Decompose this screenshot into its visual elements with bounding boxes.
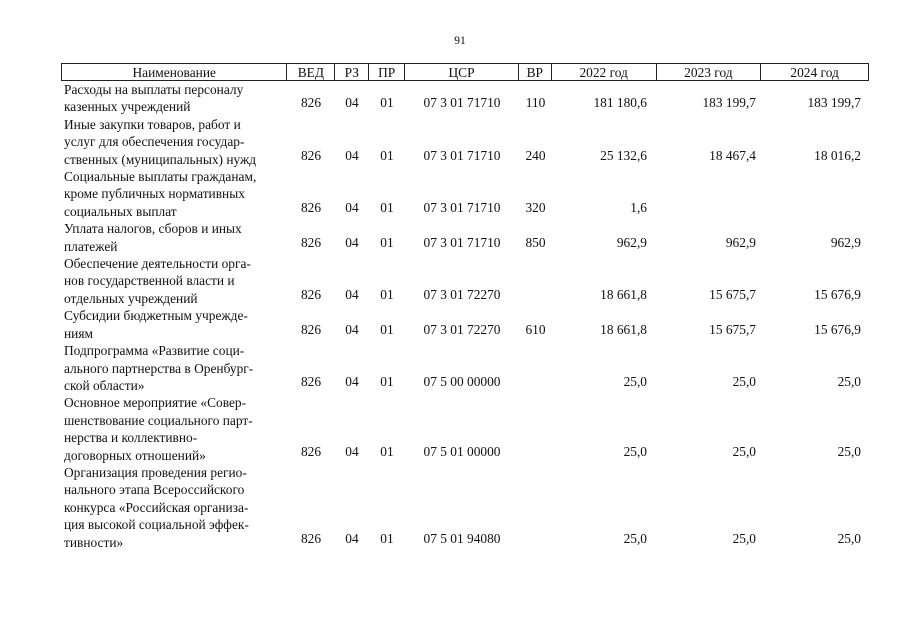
row-2023: 18 467,4: [709, 147, 756, 163]
row-rz: 04: [345, 530, 359, 546]
header-2023: 2023 год: [657, 64, 762, 80]
row-name: Обеспечение деятельности орга- нов государственной власти и отдельных учреждений: [64, 256, 251, 306]
row-vr: 610: [525, 321, 546, 337]
table-row: [61, 255, 869, 307]
row-name: Иные закупки товаров, работ и услуг для обеспечения государ- ственных (муниципальных) нужд: [64, 116, 257, 167]
row-2023: [657, 216, 762, 220]
row-ved: 826: [300, 530, 322, 546]
row-csr: 07 3 01 71710: [423, 95, 501, 111]
row-2022: 181 180,6: [593, 95, 647, 111]
row-csr: 07 3 01 71710: [423, 199, 501, 215]
row-vr: 320: [525, 199, 546, 215]
row-ved: 826: [300, 147, 322, 163]
row-2024: 25,0: [837, 443, 861, 459]
row-2022: 25,0: [623, 373, 647, 389]
row-2022: 962,9: [616, 234, 647, 250]
table-row: [61, 394, 869, 464]
row-ved: 826: [300, 373, 322, 389]
row-2023: 183 199,7: [702, 95, 756, 111]
row-rz: 04: [345, 443, 359, 459]
header-2022: 2022 год: [552, 64, 657, 80]
row-2024: 15 676,9: [814, 321, 861, 337]
table-row: [61, 81, 869, 116]
table-body: [61, 81, 869, 551]
row-name: Организация проведения регио- нального этапа Всероссийского конкурса «Российская организа- ция высокой социальной эффек- тивности»: [64, 464, 249, 550]
row-vr: [519, 390, 552, 394]
row-pr: 01: [380, 286, 394, 302]
row-name: Подпрограмма «Развитие соци- ального партнерства в Оренбург- ской области»: [64, 343, 254, 393]
row-2024: 962,9: [830, 234, 861, 250]
row-2023: 25,0: [732, 373, 756, 389]
row-vr: 110: [525, 95, 546, 111]
row-2024: 25,0: [837, 373, 861, 389]
row-name: Уплата налогов, сборов и иных платежей: [64, 221, 242, 254]
row-2024: 15 676,9: [814, 286, 861, 302]
row-ved: 826: [300, 321, 322, 337]
row-rz: 04: [345, 286, 359, 302]
table-row: [61, 464, 869, 551]
row-ved: 826: [300, 286, 322, 302]
header-name: Наименование: [62, 64, 287, 80]
header-vr: ВР: [519, 64, 552, 80]
row-2022: 18 661,8: [600, 321, 647, 337]
row-csr: 07 3 01 72270: [423, 286, 501, 302]
row-name: Социальные выплаты гражданам, кроме публичных нормативных социальных выплат: [64, 169, 257, 219]
row-pr: 01: [380, 373, 394, 389]
row-vr: 240: [525, 147, 546, 163]
row-2023: 15 675,7: [709, 286, 756, 302]
row-name: Субсидии бюджетным учрежде- ниям: [64, 308, 248, 341]
row-csr: 07 3 01 71710: [423, 147, 501, 163]
row-2023: 962,9: [725, 234, 756, 250]
row-pr: 01: [380, 234, 394, 250]
table-header: [61, 63, 869, 81]
table-row: [61, 168, 869, 220]
row-2022: 18 661,8: [600, 286, 647, 302]
header-pr: ПР: [369, 64, 405, 80]
row-2024: 25,0: [837, 530, 861, 546]
page-number: 91: [454, 35, 466, 47]
row-2023: 25,0: [732, 530, 756, 546]
row-2022: 25,0: [623, 530, 647, 546]
row-2022: 1,6: [630, 199, 647, 215]
row-csr: 07 3 01 72270: [423, 321, 501, 337]
row-csr: 07 5 00 00000: [423, 373, 501, 389]
row-rz: 04: [345, 199, 359, 215]
row-vr: [519, 460, 552, 464]
row-pr: 01: [380, 95, 394, 111]
row-pr: 01: [380, 530, 394, 546]
row-vr: [519, 303, 552, 307]
row-2023: 25,0: [732, 443, 756, 459]
row-vr: [519, 547, 552, 551]
table-row: [61, 342, 869, 394]
row-2022: 25 132,6: [600, 147, 647, 163]
row-2022: 25,0: [623, 443, 647, 459]
table-row: [61, 307, 869, 342]
row-pr: 01: [380, 147, 394, 163]
header-rz: РЗ: [335, 64, 369, 80]
table-row: [61, 220, 869, 255]
row-csr: 07 3 01 71710: [423, 234, 501, 250]
row-ved: 826: [300, 95, 322, 111]
row-2023: 15 675,7: [709, 321, 756, 337]
row-vr: 850: [525, 234, 546, 250]
row-name: Основное мероприятие «Совер- шенствование социального парт- нерства и коллективно- договорных отношений»: [64, 395, 253, 463]
row-pr: 01: [380, 443, 394, 459]
row-rz: 04: [345, 321, 359, 337]
table-row: [61, 116, 869, 168]
row-ved: 826: [300, 199, 322, 215]
row-pr: 01: [380, 199, 394, 215]
row-csr: 07 5 01 94080: [423, 530, 501, 546]
header-csr: ЦСР: [405, 64, 519, 80]
row-ved: 826: [300, 234, 322, 250]
header-2024: 2024 год: [790, 65, 839, 80]
row-csr: 07 5 01 00000: [423, 443, 501, 459]
row-rz: 04: [345, 147, 359, 163]
row-pr: 01: [380, 321, 394, 337]
row-2024: 18 016,2: [814, 147, 861, 163]
row-2024: [762, 216, 869, 220]
row-rz: 04: [345, 234, 359, 250]
row-ved: 826: [300, 443, 322, 459]
row-rz: 04: [345, 373, 359, 389]
row-name: Расходы на выплаты персоналу казенных учреждений: [64, 82, 244, 115]
header-ved: ВЕД: [287, 64, 335, 80]
row-2024: 183 199,7: [807, 95, 861, 111]
row-rz: 04: [345, 95, 359, 111]
